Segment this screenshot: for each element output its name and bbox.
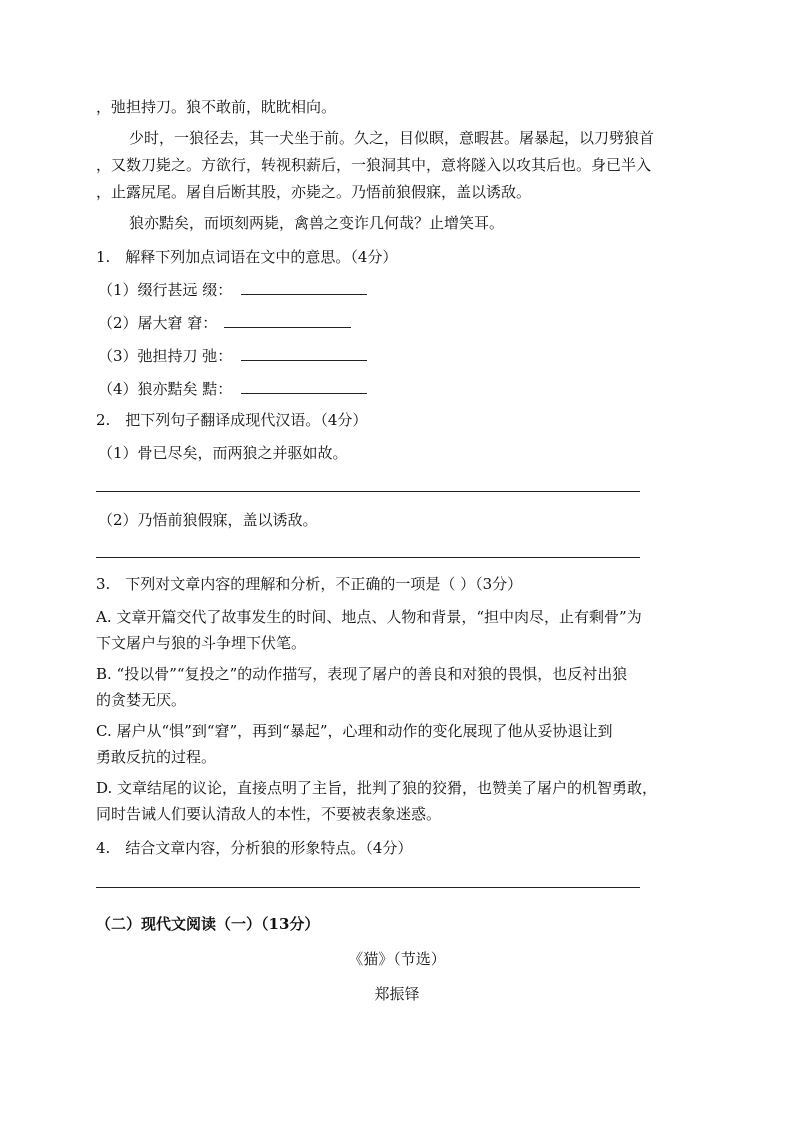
answer-line[interactable] [241,393,367,394]
passage-line: 少时，一狼径去，其一犬坐于前。久之，目似瞑，意暇甚。屠暴起，以刀劈狼首 [129,129,655,147]
answer-line[interactable] [241,360,367,361]
option-d: D. 文章结尾的议论，直接点明了主旨，批判了狼的狡猾，也赞美了屠户的机智勇敢， [96,779,658,797]
passage-line: 狼亦黠矣，而顷刻两毙，禽兽之变诈几何哉？止增笑耳。 [129,214,505,232]
answer-line[interactable] [96,887,640,888]
question-1-stem: 1. 解释下列加点词语在文中的意思。（4分） [96,248,398,266]
question-1-item: （4）狼亦黠矣 黠： [98,380,233,398]
question-2-stem: 2. 把下列句子翻译成现代汉语。（4分） [96,411,368,429]
answer-line[interactable] [241,294,367,295]
option-b: B. “投以骨”“复投之”的动作描写，表现了屠户的善良和对狼的畏惧，也反衬出狼 [96,665,628,683]
passage-line: ，止露尻尾。屠自后断其股，亦毙之。乃悟前狼假寐，盖以诱敌。 [96,183,532,201]
article-title: 《猫》（节选） [348,950,446,968]
answer-line[interactable] [96,491,640,492]
option-b: 的贪婪无厌。 [96,691,187,709]
option-a: A. 文章开篇交代了故事发生的时间、地点、人物和背景，“担中肉尽，止有剩骨”为 [96,608,642,626]
question-4-stem: 4. 结合文章内容，分析狼的形象特点。（4分） [96,839,413,857]
option-d: 同时告诫人们要认清敌人的本性，不要被表象迷惑。 [96,805,442,823]
article-author: 郑振铎 [374,985,420,1003]
question-1-item: （1）缀行甚远 缀： [98,281,233,299]
option-c: 勇敢反抗的过程。 [96,748,217,766]
question-3-stem: 3. 下列对文章内容的理解和分析，不正确的一项是（ ）（3分） [96,575,523,593]
question-2-sentence: （1）骨已尽矣，而两狼之并驱如故。 [98,444,348,462]
option-c: C. 屠户从“惧”到“窘”，再到“暴起”，心理和动作的变化展现了他从妥协退让到 [96,722,613,740]
question-2-sentence: （2）乃悟前狼假寐，盖以诱敌。 [98,511,318,529]
answer-line[interactable] [224,327,351,328]
passage-line: ，又数刀毙之。方欲行，转视积薪后，一狼洞其中，意将隧入以攻其后也。身已半入 [96,156,652,174]
option-a: 下文屠户与狼的斗争埋下伏笔。 [96,634,307,652]
answer-line[interactable] [96,557,640,558]
question-1-item: （3）弛担持刀 弛： [98,347,233,365]
question-1-item: （2）屠大窘 窘： [98,314,218,332]
passage-line: ，弛担持刀。狼不敢前，眈眈相向。 [96,98,337,116]
section-heading: （二）现代文阅读（一）（13分） [96,915,320,933]
